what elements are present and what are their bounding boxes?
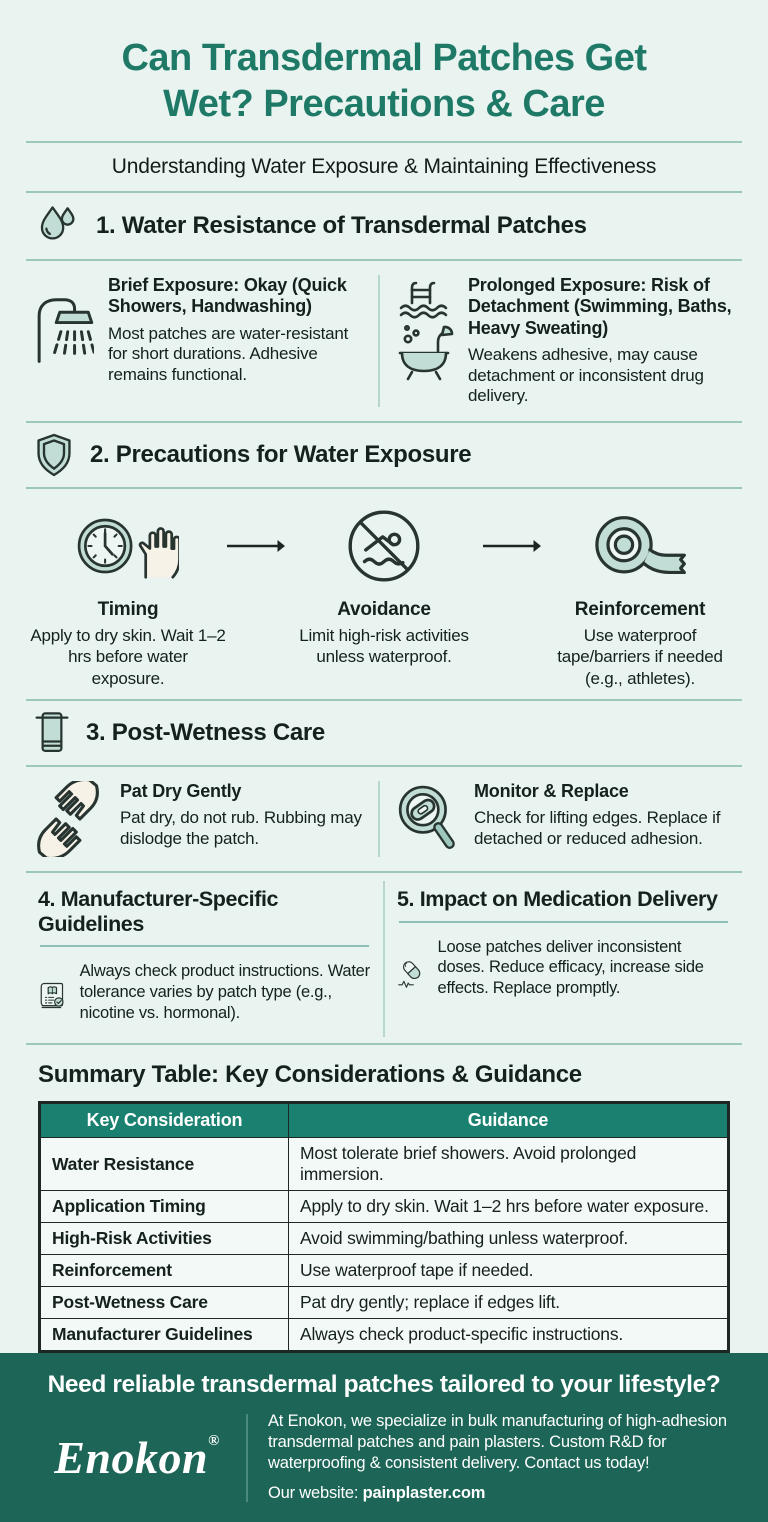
pool-bathtub-icon xyxy=(394,275,454,407)
section3-columns xyxy=(26,777,742,861)
pat-dry-body: Pat dry, do not rub. Rubbing may dislodge the patch. xyxy=(120,808,362,848)
divider xyxy=(40,945,369,947)
row-key: Application Timing xyxy=(40,1191,289,1223)
page-title xyxy=(20,36,748,127)
row-key: High-Risk Activities xyxy=(40,1223,289,1255)
footer-heading: Need reliable transdermal patches tailored to your lifestyle? xyxy=(47,1371,721,1399)
pat-dry-heading: Pat Dry Gently xyxy=(120,780,242,801)
step-reinforcement xyxy=(542,503,738,689)
footer-website-line xyxy=(268,1483,740,1504)
precautions-flow xyxy=(30,503,738,689)
divider xyxy=(26,141,742,143)
row-key: Reinforcement xyxy=(40,1255,289,1287)
step-avoidance xyxy=(286,503,482,668)
monitor-replace-body: Check for lifting edges. Replace if detached or reduced adhesion. xyxy=(474,808,721,848)
divider xyxy=(26,765,742,767)
book-check-icon xyxy=(38,961,67,1031)
registered-mark: ® xyxy=(208,1433,220,1450)
row-value: Always check product-specific instructions. xyxy=(289,1319,729,1352)
table-row xyxy=(40,1255,729,1287)
section1-header xyxy=(34,202,742,250)
divider xyxy=(26,259,742,261)
website-link[interactable]: painplaster.com xyxy=(362,1484,486,1503)
section3-header xyxy=(34,710,742,756)
step-timing-body: Apply to dry skin. Wait 1–2 hrs before water exposure. xyxy=(30,626,226,688)
footer-text xyxy=(268,1411,740,1504)
table-row xyxy=(40,1287,729,1319)
capsule-ecg-icon xyxy=(397,937,425,1011)
prolonged-exposure-text xyxy=(468,275,734,407)
clock-hand-icon xyxy=(77,503,179,589)
enokon-logo: Enokon® xyxy=(54,1432,220,1484)
row-value: Avoid swimming/bathing unless waterproof. xyxy=(289,1223,729,1255)
divider xyxy=(26,191,742,193)
water-drops-icon xyxy=(34,202,80,250)
table-row xyxy=(40,1319,729,1352)
footer-vertical-divider xyxy=(246,1414,248,1502)
section5-body: Loose patches deliver inconsistent doses. Reduce efficacy, increase side effects. Replace promptly. xyxy=(437,937,704,997)
page-title-line1: Can Transdermal Patches Get xyxy=(121,37,647,79)
summary-table xyxy=(38,1101,730,1353)
pat-dry-card xyxy=(26,777,378,861)
website-label: Our website: xyxy=(268,1484,359,1503)
no-swimming-icon xyxy=(345,503,423,589)
row-value: Most tolerate brief showers. Avoid prolonged immersion. xyxy=(289,1138,729,1191)
col-guidance: Guidance xyxy=(289,1103,729,1138)
footer-body: At Enokon, we specialize in bulk manufacturing of high-adhesion transdermal patches and pain plasters. Custom R&D for waterproofing & consistent delivery. Contact us today! xyxy=(268,1412,727,1473)
arrow-right-icon xyxy=(226,503,286,589)
table-row xyxy=(40,1223,729,1255)
monitor-replace-card xyxy=(380,777,742,861)
prolonged-exposure-card xyxy=(380,271,742,411)
divider xyxy=(26,1043,742,1045)
page-subtitle: Understanding Water Exposure & Maintaining Effectiveness xyxy=(111,155,657,179)
section5 xyxy=(385,881,742,1037)
prolonged-exposure-body: Weakens adhesive, may cause detachment or inconsistent drug delivery. xyxy=(468,344,704,406)
pat-hands-icon xyxy=(30,781,106,857)
step-reinforcement-body: Use waterproof tape/barriers if needed (e.g., athletes). xyxy=(557,626,723,688)
sections-4-5 xyxy=(26,881,742,1037)
row-value: Apply to dry skin. Wait 1–2 hrs before water exposure. xyxy=(289,1191,729,1223)
towel-icon xyxy=(34,710,70,756)
section1-title: 1. Water Resistance of Transdermal Patches xyxy=(96,212,587,240)
row-key: Post-Wetness Care xyxy=(40,1287,289,1319)
section4-body: Always check product instructions. Water tolerance varies by patch type (e.g., nicotine vs. hormonal). xyxy=(79,962,370,1022)
step-timing xyxy=(30,503,226,689)
page-title-line2: Wet? Precautions & Care xyxy=(163,82,605,125)
section4 xyxy=(26,881,383,1037)
brief-exposure-heading: Brief Exposure: Okay (Quick Showers, Handwashing) xyxy=(108,275,347,317)
shield-icon xyxy=(34,432,74,478)
summary-title: Summary Table: Key Considerations & Guidance xyxy=(38,1061,582,1089)
row-value: Use waterproof tape if needed. xyxy=(289,1255,729,1287)
brief-exposure-card xyxy=(26,271,378,411)
pat-dry-text xyxy=(120,781,370,857)
section2-title: 2. Precautions for Water Exposure xyxy=(90,441,472,469)
step-avoidance-body: Limit high-risk activities unless waterproof. xyxy=(299,626,469,667)
shower-icon xyxy=(30,275,94,407)
brief-exposure-text xyxy=(108,275,370,407)
table-row xyxy=(40,1191,729,1223)
divider xyxy=(399,921,728,923)
section5-title: 5. Impact on Medication Delivery xyxy=(397,886,718,911)
divider xyxy=(26,871,742,873)
section1-columns xyxy=(26,271,742,411)
monitor-replace-heading: Monitor & Replace xyxy=(474,780,629,801)
section4-title: 4. Manufacturer-Specific Guidelines xyxy=(38,886,279,936)
prolonged-exposure-heading: Prolonged Exposure: Risk of Detachment (Swimming, Baths, Heavy Sweating) xyxy=(468,275,732,338)
step-reinforcement-label: Reinforcement xyxy=(574,599,706,621)
divider xyxy=(26,487,742,489)
section2-header xyxy=(34,432,742,478)
section3-title: 3. Post-Wetness Care xyxy=(86,718,325,746)
row-value: Pat dry gently; replace if edges lift. xyxy=(289,1287,729,1319)
table-row xyxy=(40,1138,729,1191)
brief-exposure-body: Most patches are water-resistant for short durations. Adhesive remains functional. xyxy=(108,323,349,385)
step-timing-label: Timing xyxy=(97,599,159,621)
tape-roll-icon xyxy=(592,503,688,589)
row-key: Water Resistance xyxy=(40,1138,289,1191)
divider xyxy=(26,421,742,423)
magnifier-patch-icon xyxy=(394,781,460,857)
monitor-replace-text xyxy=(474,781,734,857)
footer xyxy=(0,1353,768,1522)
divider xyxy=(26,699,742,701)
step-avoidance-label: Avoidance xyxy=(337,599,431,621)
table-header-row xyxy=(40,1103,729,1138)
col-key-consideration: Key Consideration xyxy=(40,1103,289,1138)
arrow-right-icon xyxy=(482,503,542,589)
row-key: Manufacturer Guidelines xyxy=(40,1319,289,1352)
